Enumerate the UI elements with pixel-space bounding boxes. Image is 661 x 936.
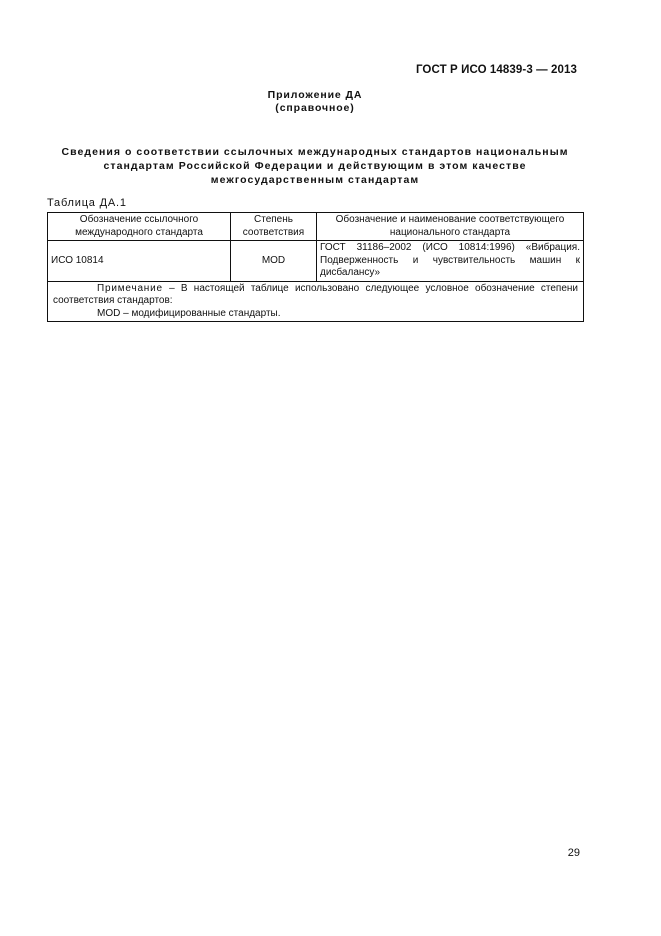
annex-title: Приложение ДА [267, 89, 363, 101]
header-national-standard: Обозначение и наименование соответствующего национального стандарта [317, 213, 584, 241]
table-row [48, 241, 584, 282]
note-mod-definition: MOD – модифицированные стандарты. [97, 307, 281, 319]
correspondence-table [47, 212, 584, 322]
annex-subtitle: (справочное) [275, 102, 355, 114]
cell-intl-standard: ИСО 10814 [48, 241, 231, 282]
page-number: 29 [567, 847, 580, 859]
note-lead: Примечание [97, 282, 163, 294]
header-intl-standard: Обозначение ссылочного международного стандарта [48, 213, 231, 241]
table-note-row [48, 281, 584, 322]
header-degree: Степень соответствия [231, 213, 317, 241]
cell-degree: MOD [231, 241, 317, 282]
table-label: Таблица ДА.1 [47, 197, 127, 209]
annex-heading [0, 89, 630, 115]
table-note [48, 281, 584, 322]
note-text: – В настоящей таблице использовано следующее условное обозначение степени соответствия стандартов: [53, 282, 578, 306]
table-header-row [48, 213, 584, 241]
cell-national-standard: ГОСТ 31186–2002 (ИСО 10814:1996) «Вибрация. Подверженность и чувствительность машин к дисбалансу» [317, 241, 584, 282]
document-code: ГОСТ Р ИСО 14839-3 — 2013 [415, 64, 577, 76]
section-title: Сведения о соответствии ссылочных международных стандартов национальным стандартам Российской Федерации и действующим в этом качестве межгосударственным стандартам [61, 146, 569, 186]
